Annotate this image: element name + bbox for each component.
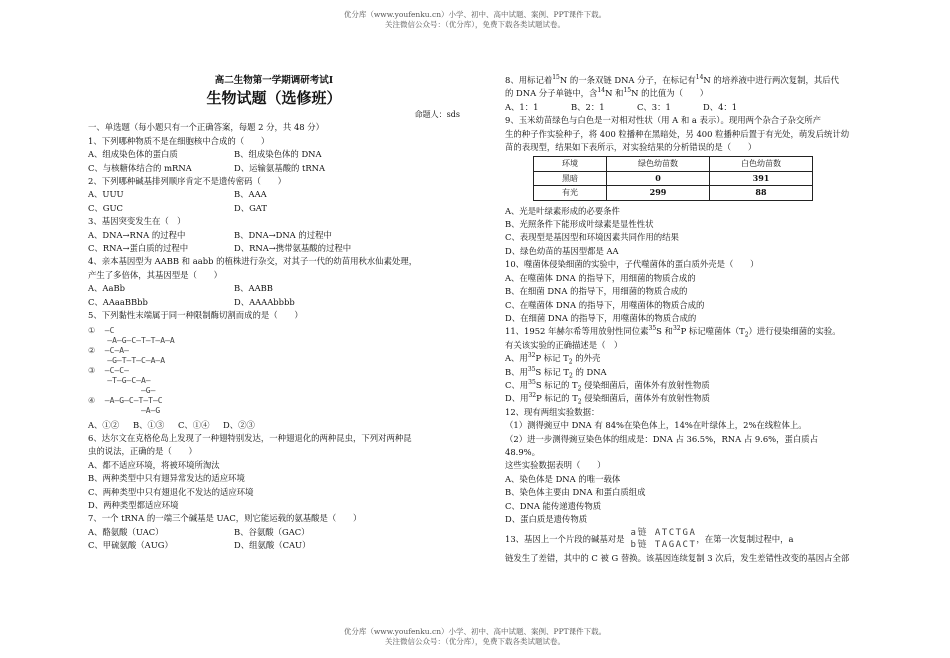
- q4-row2: [88, 296, 460, 309]
- q8-sup: 15: [552, 74, 560, 82]
- q4-stem-line2: 产生了多倍体，其基因型是（ ）: [88, 269, 222, 280]
- q10-option-b: B、在细菌 DNA 的指导下，用细菌的物质合成的: [505, 286, 688, 297]
- q3-row2: [88, 242, 460, 255]
- q9-option-a: A、光是叶绿素形成的必要条件: [505, 205, 620, 216]
- q3-option-b: B、DNA→DNA 的过程中: [234, 229, 332, 240]
- q8-text: N 的比值为（ ）: [631, 88, 709, 99]
- q7-row1: [88, 526, 460, 539]
- q11-a-sub: 2: [568, 358, 573, 366]
- watermark-top: [0, 10, 950, 30]
- q11-d-text: P 标记的 T: [536, 393, 578, 404]
- q12-option-b: B、染色体主要由 DNA 和蛋白质组成: [505, 487, 646, 498]
- q11-b-sup: 35: [527, 365, 536, 373]
- q12-option-d: D、蛋白质是遗传物质: [505, 514, 588, 524]
- q12-option-a: A、染色体是 DNA 的唯一载体: [505, 473, 621, 484]
- q3-option-c: C、RNA→蛋白质的过程中: [88, 243, 189, 254]
- sticky-end-line: ② —C—A—: [88, 345, 129, 355]
- table-header-cell: 白色幼苗数: [710, 157, 813, 171]
- q8-option-c: C、3：1: [637, 101, 671, 112]
- q9-option-d: D、绿色幼苗的基因型都是 AA: [505, 245, 619, 256]
- q8-sup: 15: [623, 87, 632, 95]
- q2-option-a: A、UUU: [88, 189, 124, 200]
- q10-option-d: D、在细菌 DNA 的指导下，用噬菌体的物质合成的: [505, 312, 697, 323]
- q8-text: N 的一条双链 DNA 分子，在标记有: [559, 75, 696, 85]
- q11-c-text: S 标记的 T: [535, 379, 578, 390]
- table-cell: 有光: [534, 186, 607, 200]
- q4-row1: [88, 282, 460, 295]
- q1-option-c: C、与核糖体结合的 mRNA: [88, 162, 192, 173]
- sticky-end-line: —T—G—C—A—: [88, 375, 151, 385]
- q13-text: 13、基因上一个片段的碱基对是: [505, 533, 625, 544]
- q3-option-d: D、RNA→携带氨基酸的过程中: [234, 243, 352, 254]
- q11-a-text: A、用: [505, 353, 528, 364]
- q6-option-c: C、两种类型中只有翅退化不发达的适应环境: [88, 486, 254, 497]
- dna-strand-figure: [631, 527, 697, 551]
- q8-text: N 的培养液中进行两次复制，其后代: [703, 75, 840, 85]
- q12-data1: （1）测得豌豆中 DNA 有 84%在染色体上，14%在叶绿体上，2%在线粒体上。: [505, 420, 807, 431]
- q11-b-text: S 标记 T: [535, 366, 569, 377]
- q11-text: P 标记噬菌体（T: [680, 326, 745, 337]
- sticky-end-line: —G—: [88, 385, 156, 395]
- q2-row2: [88, 202, 460, 215]
- q1-option-d: D、运输氨基酸的 tRNA: [234, 162, 326, 173]
- q11-c-sub: 2: [577, 385, 582, 393]
- q8-sup: 14: [597, 87, 606, 95]
- sticky-end-diagram: [88, 326, 460, 416]
- q11-option-c: [505, 379, 880, 392]
- q11-sup: 35: [648, 325, 657, 333]
- q10-option-a: A、在噬菌体 DNA 的指导下，用细菌的物质合成的: [505, 272, 696, 283]
- q7-option-a: A、酪氨酸（UAC）: [88, 526, 164, 537]
- q7-stem: 7、一个 tRNA 的一端三个碱基是 UAC，则它能运载的氨基酸是（ ）: [88, 513, 362, 524]
- q10-stem: 10、噬菌体侵染细菌的实验中，子代噬菌体的蛋白质外壳是（ ）: [505, 259, 759, 270]
- q5-option-b: B、①③: [133, 419, 165, 430]
- q8-text: N 和: [605, 88, 624, 99]
- q11-stem-line2: 有关该实验的正确描述是（ ）: [505, 339, 623, 350]
- q11-c-text: 侵染细菌后，菌体外有放射性物质: [581, 379, 710, 390]
- sticky-end-line: —A—G—C—T—T—A—A: [88, 335, 175, 345]
- q12-ask: 这些实验数据表明（ ）: [505, 460, 606, 471]
- author-line: 命题人：sds: [414, 110, 460, 119]
- q6-stem-line1: 6、达尔文在克格伦岛上发现了一种翅特别发达，一种翅退化的两种昆虫，下列对两种昆: [88, 432, 412, 443]
- q9-stem-line1: 9、玉米幼苗绿色与白色是一对相对性状（用 A 和 a 表示）。现用两个杂合子杂交所产: [505, 115, 821, 126]
- sticky-end-line: ④ —A—G—C—T—T—C: [88, 395, 163, 405]
- watermark-line1: 优分库（www.youfenku.cn）小学、初中、高中试题、案例、PPT课件下载。: [343, 10, 607, 19]
- q4-option-a: A、AaBb: [88, 283, 125, 294]
- q4-option-d: D、AAAAbbbb: [234, 296, 295, 307]
- q8-stem-line2: [505, 87, 880, 100]
- q11-text: ）进行侵染细菌的实验。: [748, 326, 841, 337]
- q11-b-text: B、用: [505, 366, 528, 377]
- table-header-cell: 环境: [534, 157, 607, 171]
- q9-option-c: C、表现型是基因型和环境因素共同作用的结果: [505, 232, 679, 243]
- q2-stem: 2、下列哪种碱基排列顺序肯定不是遗传密码（ ）: [88, 176, 286, 187]
- q11-c-text: C、用: [505, 379, 529, 390]
- q1-row1: [88, 148, 460, 161]
- watermark-line1: 优分库（www.youfenku.cn）小学、初中、高中试题、案例、PPT课件下载。: [343, 627, 607, 636]
- q1-row2: [88, 162, 460, 175]
- exam-title: 高二生物第一学期调研考试Ⅰ: [214, 75, 334, 86]
- q9-stem-line2: 生的种子作实验种子，将 400 粒播种在黑暗处，另 400 粒播种后置于有光处，萌发后统计幼: [505, 128, 850, 139]
- q11-b-sub: 2: [568, 372, 573, 380]
- q6-stem-line2: 虫的说法，正确的是（ ）: [88, 446, 197, 457]
- sticky-end-line: ① —C: [88, 325, 115, 335]
- paper-title: 生物试题（选修班）: [206, 89, 342, 107]
- q3-row1: [88, 229, 460, 242]
- q4-option-c: C、AAaaBBbb: [88, 296, 148, 307]
- q11-text: S 和: [656, 326, 673, 337]
- q1-option-a: A、组成染色体的蛋白质: [88, 149, 178, 160]
- q6-option-d: D、两种类型都适应环境: [88, 499, 179, 510]
- q3-stem: 3、基因突变发生在（ ）: [88, 216, 186, 227]
- seedling-table: [533, 156, 813, 200]
- table-cell: 391: [710, 171, 813, 185]
- dna-strand-b: b链 TAGACT: [630, 540, 697, 551]
- q10-option-c: C、在噬菌体 DNA 的指导下，用噬菌体的物质合成的: [505, 299, 705, 310]
- q8-text: 8、用标记着: [505, 75, 553, 85]
- q7-option-b: B、谷氨酸（GAC）: [234, 526, 310, 537]
- table-row: [534, 186, 813, 200]
- q4-stem-line1: 4、亲本基因型为 AABB 和 aabb 的植株进行杂交，对其子一代的幼苗用秋水仙素处理，: [88, 256, 418, 267]
- q5-option-c: C、①④: [178, 419, 210, 430]
- q5-options: [88, 419, 460, 432]
- q9-option-b: B、光照条件下能形成叶绿素是显性性状: [505, 219, 654, 230]
- q2-option-d: D、GAT: [234, 202, 267, 213]
- q5-option-a: A、①②: [88, 419, 120, 430]
- q11-d-sup: 32: [528, 392, 537, 400]
- table-header-row: [534, 157, 813, 171]
- watermark-line2: 关注微信公众号：（优分库），免费下载各类试题试卷。: [385, 20, 565, 29]
- q7-option-d: D、组氨酸（CAU）: [234, 540, 311, 551]
- q11-d-text: D、用: [505, 393, 529, 404]
- q8-option-a: A、1：1: [505, 101, 539, 112]
- q2-option-b: B、AAA: [234, 189, 267, 200]
- table-cell: 黑暗: [534, 171, 607, 185]
- q11-b-text: 的 DNA: [572, 366, 607, 377]
- q13-text: ，在第一次复制过程中，a: [696, 533, 794, 544]
- q8-option-d: D、4：1: [703, 101, 738, 112]
- q11-option-d: [505, 392, 880, 405]
- q8-options: [505, 101, 880, 114]
- q4-option-b: B、AABB: [234, 283, 273, 294]
- section-title: 一、单选题（每小题只有一个正确答案，每题 2 分，共 48 分）: [88, 122, 325, 133]
- q7-option-c: C、甲硫氨酸（AUG）: [88, 540, 173, 551]
- q8-text: 的 DNA 分子单链中，含: [505, 88, 598, 99]
- q11-a-sup: 32: [527, 352, 536, 360]
- q11-text: 11、1952 年赫尔希等用放射性同位素: [505, 326, 649, 337]
- table-cell: 299: [607, 186, 710, 200]
- q11-sub: 2: [744, 331, 749, 339]
- q11-a-text: P 标记 T: [535, 353, 569, 364]
- q2-row1: [88, 188, 460, 201]
- q11-stem-line1: [505, 325, 880, 338]
- q11-sup: 32: [672, 325, 681, 333]
- watermark-line2: 关注微信公众号：（优分库），免费下载各类试题试卷。: [385, 637, 565, 646]
- q13-stem-line2: 链发生了差错，其中的 C 被 G 替换。该基因连续复制 3 次后，发生差错性改变的基因占全部: [505, 553, 850, 564]
- q3-option-a: A、DNA→RNA 的过程中: [88, 229, 186, 240]
- q11-d-text: 侵染细菌后，菌体外有放射性物质: [581, 393, 710, 404]
- table-header-cell: 绿色幼苗数: [607, 157, 710, 171]
- q12-option-c: C、DNA 能传递遗传物质: [505, 500, 602, 511]
- q8-option-b: B、2：1: [571, 101, 605, 112]
- q11-a-text: 的外壳: [572, 353, 601, 364]
- q11-d-sub: 2: [577, 399, 582, 407]
- q2-option-c: C、GUC: [88, 202, 123, 213]
- q6-option-b: B、两种类型中只有翅异常发达的适应环境: [88, 473, 245, 484]
- q8-stem-line1: [505, 74, 880, 87]
- q7-row2: [88, 539, 460, 552]
- q5-stem: 5、下列黏性末端属于同一种限制酶切割而成的是（ ）: [88, 310, 303, 321]
- q11-option-b: [505, 366, 880, 379]
- watermark-bottom: [0, 627, 950, 647]
- table-row: [534, 171, 813, 185]
- right-column: [505, 74, 880, 566]
- sticky-end-line: —A—G: [88, 405, 161, 415]
- q9-stem-line3: 苗的表现型，结果如下表所示，对实验结果的分析错误的是（ ）: [505, 142, 757, 153]
- q1-option-b: B、组成染色体的 DNA: [234, 149, 322, 160]
- sticky-end-line: ③ —C—C—: [88, 365, 129, 375]
- q5-option-d: D、②③: [223, 419, 255, 430]
- dna-strand-a: a链 ATCTGA: [630, 528, 697, 539]
- q8-sup: 14: [695, 74, 704, 82]
- q12-stem: 12、现有两组实验数据：: [505, 406, 600, 417]
- sticky-end-line: —G—T—T—C—A—A: [88, 355, 166, 365]
- q11-c-sup: 35: [528, 379, 536, 387]
- q11-option-a: [505, 352, 880, 365]
- left-column: [88, 74, 460, 553]
- table-cell: 88: [710, 186, 813, 200]
- q13-stem-line1: [505, 526, 880, 552]
- q6-option-a: A、都不适应环境，将被环境所淘汰: [88, 459, 220, 470]
- q1-stem: 1、下列哪种物质不是在细胞核中合成的（ ）: [88, 135, 270, 146]
- q12-data2-line1: （2）进一步测得豌豆染色体的组成是：DNA 占 36.5%，RNA 占 9.6%，蛋白质占: [505, 433, 819, 444]
- q12-data2-line2: 48.9%。: [505, 446, 540, 457]
- table-cell: 0: [607, 171, 710, 185]
